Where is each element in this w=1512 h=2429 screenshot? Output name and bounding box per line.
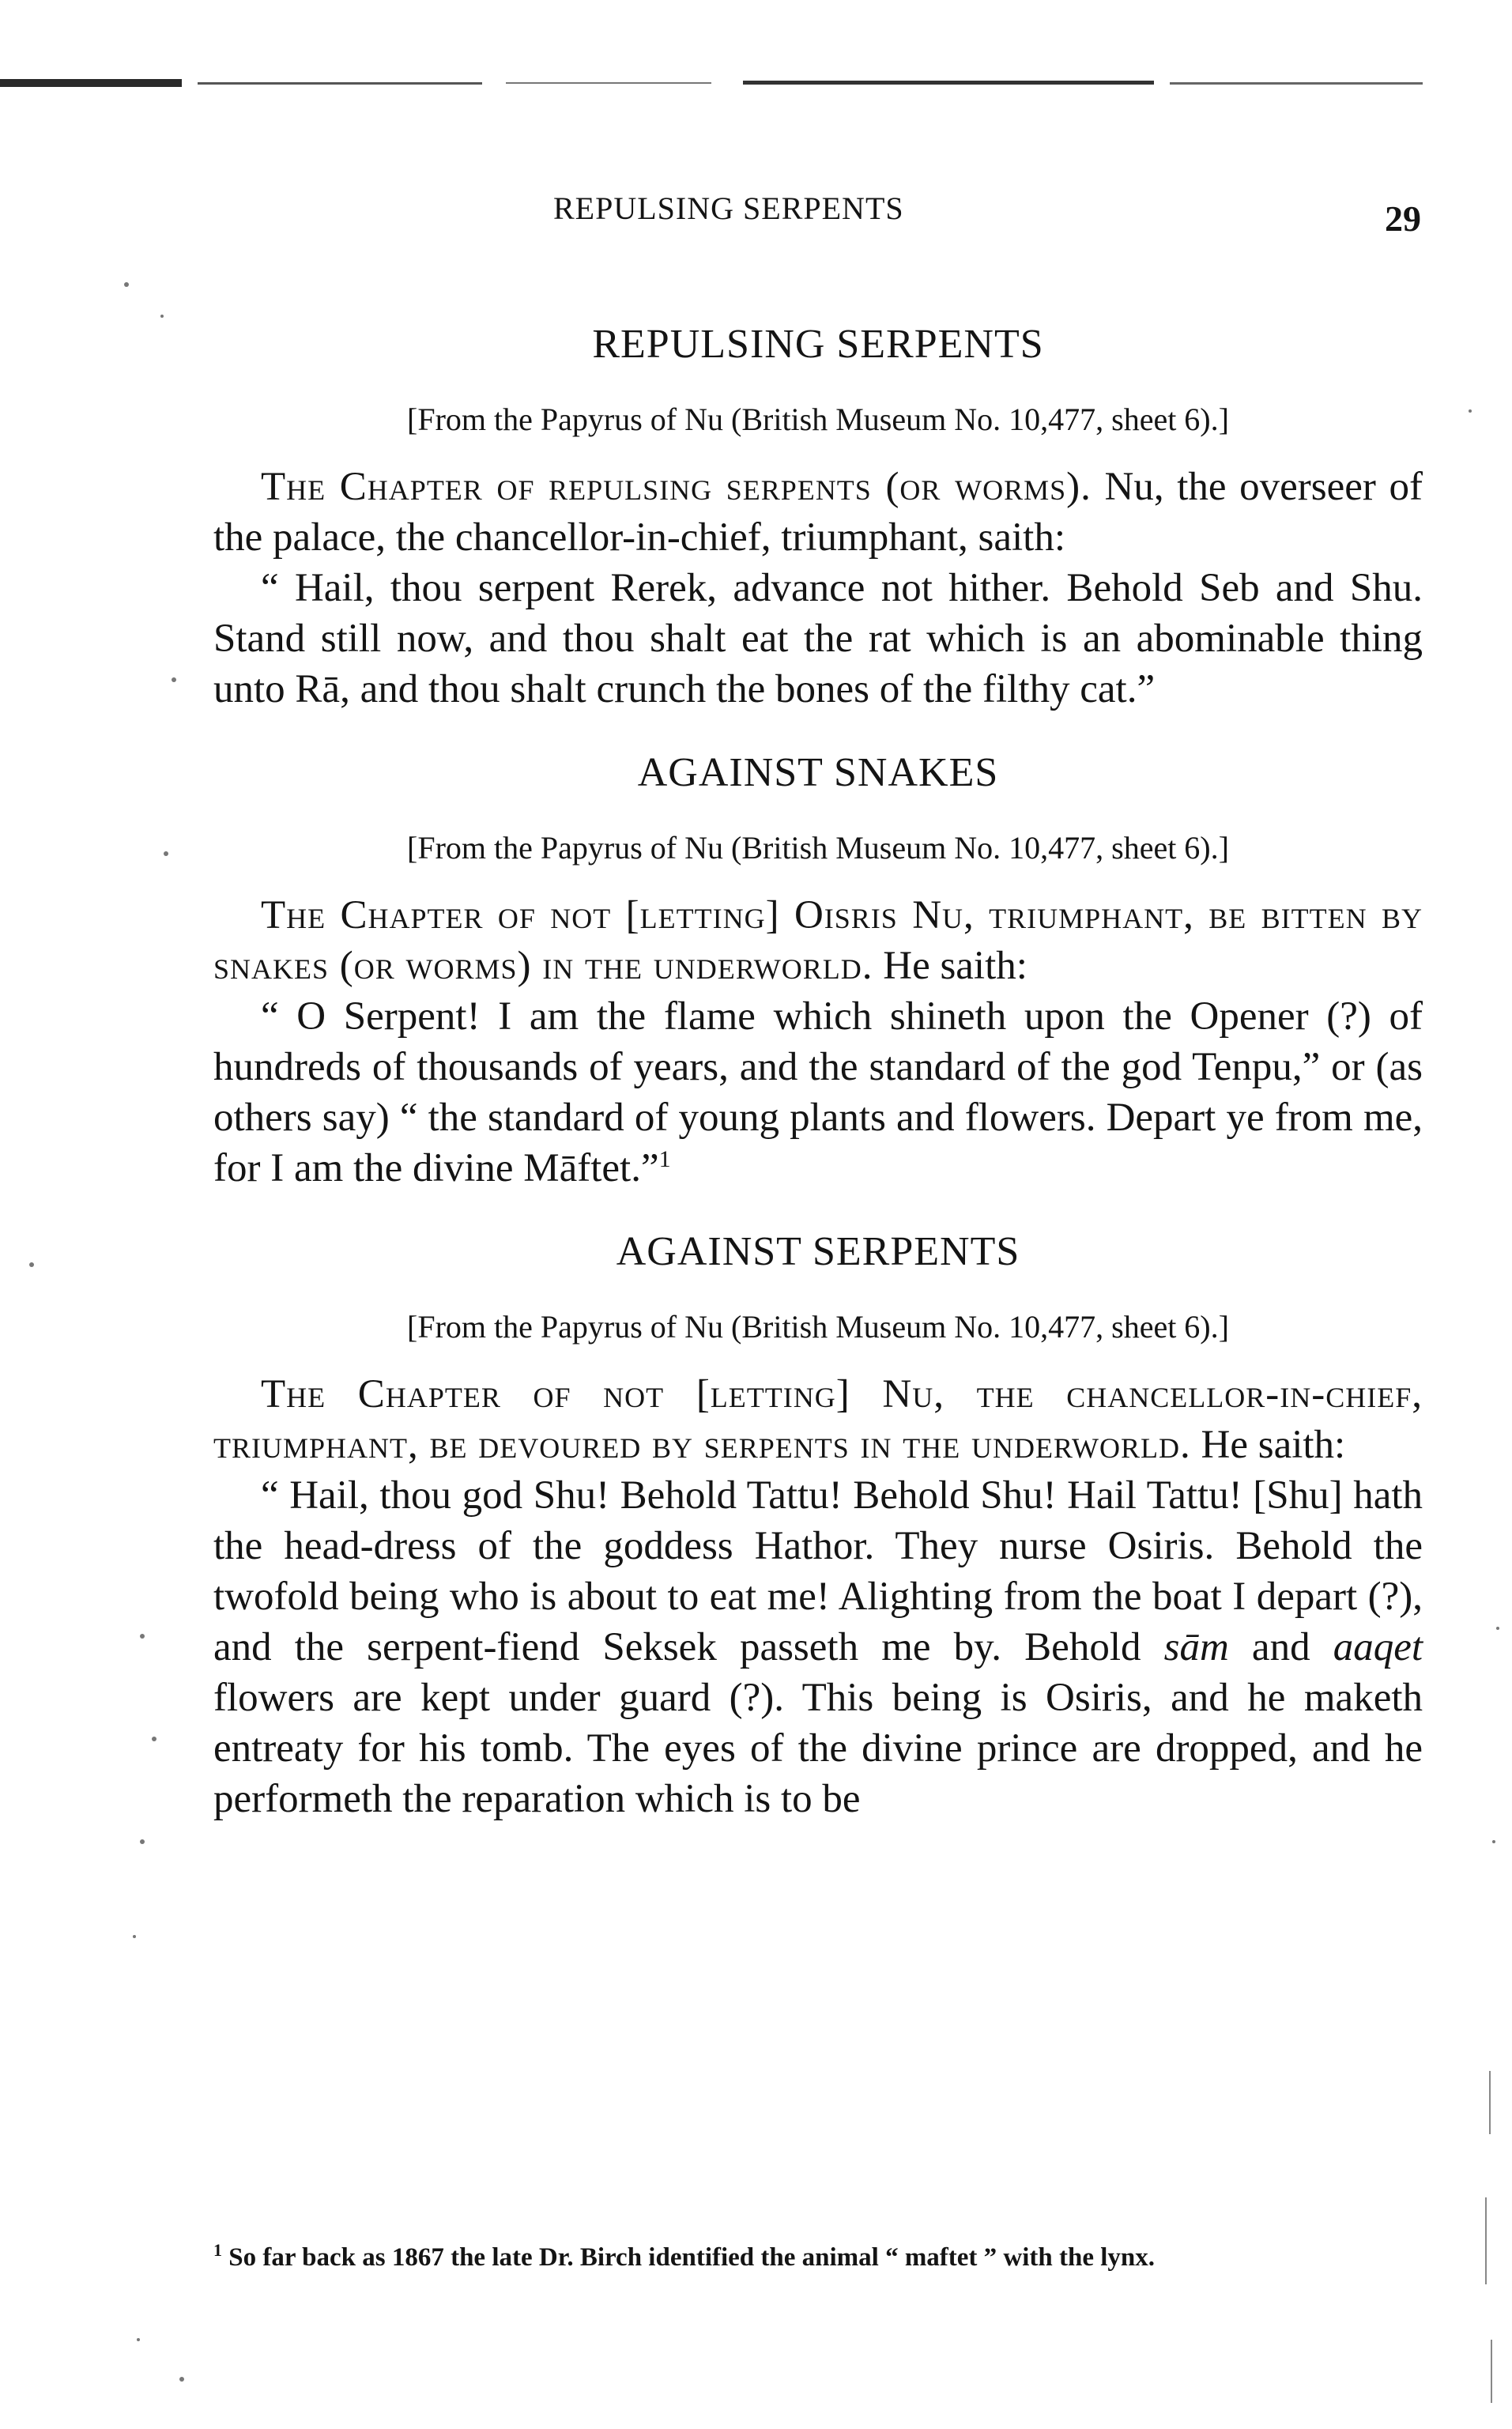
chapter-title: The Chapter of not [letting] Oisris Nu, triumphant, be bitten by snakes (or worms) in the underworld.: [213, 893, 1423, 988]
running-head: REPULSING SERPENTS: [553, 190, 904, 226]
chapter-title: The Chapter of not [letting] Nu, the chancellor-in-chief, triumphant, be devoured by serpents in the underworld.: [213, 1372, 1423, 1467]
section-heading-against-snakes: AGAINST SNAKES: [637, 750, 999, 795]
incantation-body: flowers are kept under guard (?). This being is Osiris, and he maketh entreaty for his tomb. The eyes of the divine prince are dropped, and he performeth the reparation which is to be: [213, 1676, 1423, 1821]
chapter-intro-text: Nu, the overseer of the palace, the chancellor-in-chief, triumphant, saith:: [213, 465, 1423, 560]
incantation-body: and: [1228, 1625, 1333, 1669]
source-note: [From the Papyrus of Nu (British Museum No. 10,477, sheet 6).]: [407, 1309, 1229, 1345]
footnote-text: So far back as 1867 the late Dr. Birch identified the animal “ maftet ” with the lynx.: [228, 2243, 1156, 2272]
chapter-intro-text: He saith:: [873, 944, 1027, 988]
chapter-intro: [213, 890, 1423, 991]
footnote: [213, 2240, 1423, 2272]
section-heading-against-serpents: AGAINST SERPENTS: [616, 1229, 1020, 1274]
flower-name-aaqet: aaqet: [1333, 1625, 1423, 1669]
text-column: [213, 316, 1423, 1824]
incantation-body: “ O Serpent! I am the flame which shineth upon the Opener (?) of hundreds of thousands of years, and the standard of the god Tenpu,” or (as others say) “ the standard of young plants and flowers. Depart ye from me, for I am the divine Māftet.”: [213, 994, 1423, 1190]
incantation-text: [213, 1470, 1423, 1824]
incantation-body: “ Hail, thou god Shu! Behold Tattu! Behold Shu! Hail Tattu! [Shu] hath the head-dress of the goddess Hathor. They nurse Osiris. Behold the twofold being who is about to eat me! Alighting from the boat I depart (?), and the serpent-fiend Seksek passeth me by. Behold: [213, 1473, 1423, 1669]
footnote-number: 1: [213, 2240, 222, 2260]
chapter-intro: [213, 462, 1423, 563]
page-number: 29: [1385, 198, 1421, 239]
footnote-reference: 1: [658, 1146, 671, 1172]
incantation-text: [213, 991, 1423, 1194]
source-note: [From the Papyrus of Nu (British Museum No. 10,477, sheet 6).]: [407, 402, 1229, 437]
chapter-title: The Chapter of repulsing serpents (or worms).: [261, 465, 1092, 509]
top-print-rule: [0, 76, 1512, 92]
section-heading-repulsing-serpents: REPULSING SERPENTS: [592, 322, 1044, 367]
flower-name-sam: sām: [1163, 1625, 1229, 1669]
incantation-text: “ Hail, thou serpent Rerek, advance not hither. Behold Seb and Shu. Stand still now, and thou shalt eat the rat which is an abominable thing unto Rā, and thou shalt crunch the bones of the filthy cat.”: [213, 566, 1423, 711]
chapter-intro: [213, 1369, 1423, 1470]
chapter-intro-text: He saith:: [1190, 1423, 1346, 1467]
source-note: [From the Papyrus of Nu (British Museum No. 10,477, sheet 6).]: [407, 830, 1229, 866]
